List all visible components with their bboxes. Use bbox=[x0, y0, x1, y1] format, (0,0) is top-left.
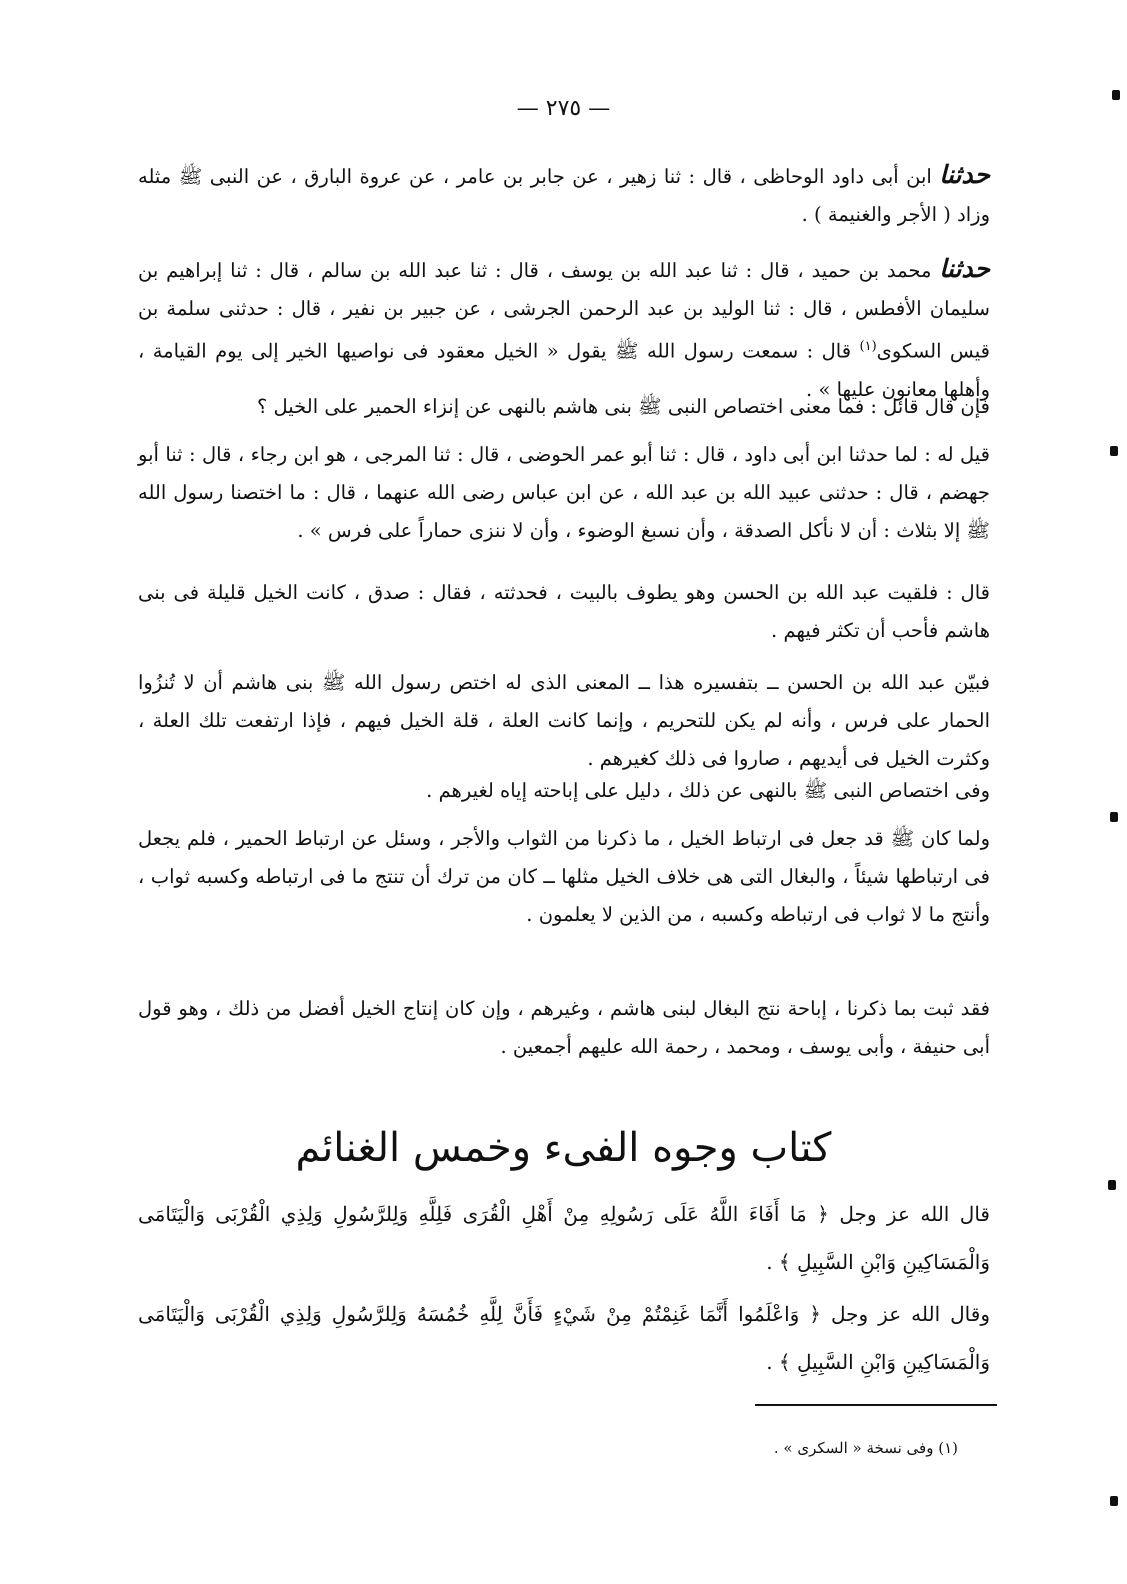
paragraph-4 bbox=[138, 436, 990, 550]
paragraph-text: فقد ثبت بما ذكرنا ، إباحة نتج البغال لبنى هاشم ، وغيرهم ، وإن كان إنتاج الخيل أفضل من ذلك ، وهو قول أبى حنيفة ، وأبى يوسف ، ومحمد ، رحمة الله عليهم أجمعين . bbox=[138, 997, 990, 1058]
paragraph-text: ابن أبى داود الوحاظى ، قال : ثنا زهير ، عن جابر بن عامر ، عن عروة البارق ، عن النبى ﷺ مثله وزاد ( الأجر والغنيمة ) . bbox=[138, 165, 990, 226]
scan-edge-mark bbox=[1110, 446, 1118, 456]
verse-intro: قال الله عز وجل bbox=[839, 1202, 990, 1226]
paragraph-3 bbox=[138, 388, 990, 426]
paragraph-lead: حدثنا bbox=[939, 254, 990, 283]
paragraph-text: فبيّن عبد الله بن الحسن ــ بتفسيره هذا ــ المعنى الذى له اختص رسول الله ﷺ بنى هاشم أن لا تُنزُوا الحمار على فرس ، وأنه لم يكن للتحريم ، وإنما كانت العلة ، قلة الخيل فيهم ، فإذا ارتفعت تلك العلة ، وكثرت الخيل فى أيديهم ، صاروا فى ذلك كغيرهم . bbox=[138, 671, 990, 770]
scan-edge-mark bbox=[1112, 90, 1120, 100]
quran-verse-2 bbox=[138, 1290, 990, 1386]
footnote: (١) وفى نسخة « السكرى » . bbox=[773, 1439, 958, 1457]
paragraph-6 bbox=[138, 664, 990, 778]
paragraph-2 bbox=[138, 250, 990, 409]
verse-text: ﴿ وَاعْلَمُوا أَنَّمَا غَنِمْتُمْ مِنْ شَيْءٍ فَأَنَّ لِلَّهِ خُمُسَهُ وَلِلرَّسُولِ وَلِذِي الْقُرْبَى وَالْيَتَامَى وَالْمَسَاكِينِ وَابْنِ السَّبِيلِ ﴾ . bbox=[138, 1302, 990, 1374]
paragraph-8 bbox=[138, 820, 990, 934]
paragraph-lead: حدثنا bbox=[939, 160, 990, 189]
scan-edge-mark bbox=[1110, 1496, 1118, 1506]
paragraph-text: قيل له : لما حدثنا ابن أبى داود ، قال : ثنا أبو عمر الحوضى ، قال : ثنا المرجى ، هو ابن رجاء ، قال : ثنا أبو جهضم ، قال : حدثنى عبيد الله بن عبد الله ، عن ابن عباس رضى الله عنهما ، قال : ما اختصنا رسول الله ﷺ إلا بثلاث : أن لا نأكل الصدقة ، وأن نسبغ الوضوء ، وأن لا ننزى حماراً على فرس » . bbox=[138, 443, 990, 542]
page-number: — ٢٧٥ — bbox=[516, 96, 611, 121]
paragraph-text: محمد بن حميد ، قال : ثنا عبد الله بن يوسف ، قال : ثنا عبد الله بن سالم ، قال : ثنا إبراهيم بن سليمان الأفطس ، قال : ثنا الوليد بن عبد الرحمن الجرشى ، عن جبير بن نفير ، قال : حدثنى سلمة بن قيس السكوى bbox=[138, 259, 990, 363]
paragraph-7 bbox=[138, 772, 990, 810]
scan-edge-mark bbox=[1108, 1180, 1116, 1190]
paragraph-1 bbox=[138, 156, 990, 234]
paragraph-5 bbox=[138, 574, 990, 650]
footnote-divider bbox=[755, 1404, 997, 1406]
paragraph-text: ولما كان ﷺ قد جعل فى ارتباط الخيل ، ما ذكرنا من الثواب والأجر ، وسئل عن ارتباط الحمير ، فلم يجعل فى ارتباطها شيئاً ، والبغال التى هى خلاف الخيل مثلها ــ كان من ترك أن تنتج ما فى ارتباطه وكسبه ثواب ، وأنتج ما لا ثواب فى ارتباطه وكسبه ، من الذين لا يعلمون . bbox=[138, 827, 990, 926]
paragraph-text: قال : فلقيت عبد الله بن الحسن وهو يطوف بالبيت ، فحدثته ، فقال : صدق ، كانت الخيل قليلة فى بنى هاشم فأحب أن تكثر فيهم . bbox=[138, 581, 990, 642]
footnote-reference: (١) bbox=[859, 339, 877, 354]
quran-verse-1 bbox=[138, 1190, 990, 1286]
verse-intro: وقال الله عز وجل bbox=[831, 1302, 990, 1326]
chapter-title: كتاب وجوه الفىء وخمس الغنائم bbox=[295, 1125, 832, 1171]
paragraph-9 bbox=[138, 990, 990, 1066]
paragraph-text: فإن قال قائل : فما معنى اختصاص النبى ﷺ بنى هاشم بالنهى عن إنزاء الحمير على الخيل ؟ bbox=[256, 395, 990, 418]
verse-text: ﴿ مَا أَفَاءَ اللَّهُ عَلَى رَسُولِهِ مِنْ أَهْلِ الْقُرَى فَلِلَّهِ وَلِلرَّسُولِ وَلِذِي الْقُرْبَى وَالْيَتَامَى وَالْمَسَاكِينِ وَابْنِ السَّبِيلِ ﴾ . bbox=[138, 1202, 990, 1274]
paragraph-text-continued: قال : سمعت رسول الله ﷺ يقول « الخيل معقود فى نواصيها الخير إلى يوم القيامة ، وأهلها معانون عليها » . bbox=[138, 339, 990, 401]
scan-edge-mark bbox=[1110, 812, 1118, 822]
paragraph-text: وفى اختصاص النبى ﷺ بالنهى عن ذلك ، دليل على إباحته إياه لغيرهم . bbox=[426, 779, 990, 802]
